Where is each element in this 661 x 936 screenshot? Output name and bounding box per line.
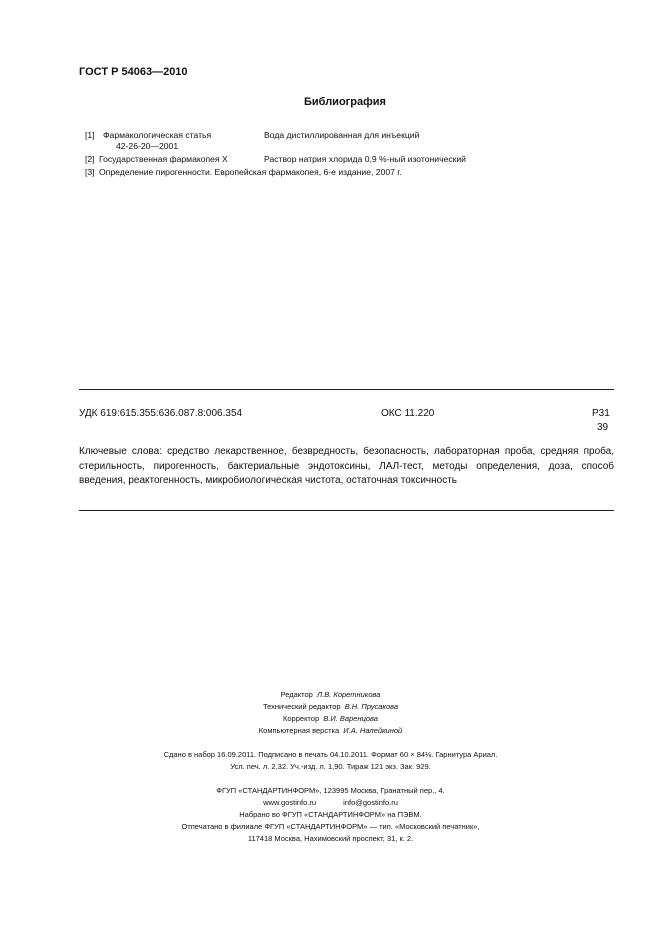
udk-code: УДК 619:615.355:636.087.8:006.354 [79,408,243,419]
credit-tech-editor [0,701,661,713]
okstu-code-2: 39 [597,422,609,433]
publisher-printed: Отпечатано в филиале ФГУП «СТАНДАРТИНФОРМ» — тип. «Московский печатник», [181,822,480,831]
okstu-code: Р31 [592,408,610,419]
oks-code: ОКС 11.220 [381,408,435,419]
publisher-typeset: Набрано во ФГУП «СТАНДАРТИНФОРМ» на ПЭВМ. [239,810,422,819]
divider-bottom [79,510,614,511]
publisher-printed-address: 117418 Москва, Нахимовский проспект, 31, к. 2. [247,834,414,843]
bib-entry-number: [2] [85,154,95,164]
divider-top [79,389,614,390]
bib-entry-number: [1] [85,130,95,140]
credit-name: В.И. Варенцова [323,714,378,723]
bib-entry-source: Фармакологическая статья [103,130,212,140]
keywords: Ключевые слова: средство лекарственное, безвредность, безопасность, лабораторная проба, средняя проба, стерильность, пирогенность, бактериальные эндотоксины, ЛАЛ-тест, методы определения, доза, способ введения, реактогенность, микробиологическая чистота, остаточная токсичность [79,446,614,486]
publisher-contacts [0,797,661,809]
publisher-address: ФГУП «СТАНДАРТИНФОРМ», 123995 Москва, Гранатный пер., 4. [216,786,445,795]
credit-name: И.А. Налейкиной [343,726,403,735]
credit-role: Компьютерная верстка [258,726,340,735]
bibliography-title: Библиография [304,96,386,108]
credit-role: Редактор [280,690,313,699]
credit-name: В.Н. Прусакова [344,702,399,711]
credit-layout [0,725,661,737]
credit-role: Технический редактор [262,702,341,711]
bib-entry-text: Определение пирогенности. Европейская фармакопея, 6-е издание, 2007 г. [99,167,402,177]
credit-editor [0,689,661,701]
publisher-email[interactable]: info@gostinfo.ru [343,798,398,807]
credit-role: Корректор [283,714,320,723]
bib-entry-title: Раствор натрия хлорида 0,9 %-ный изотонический [264,154,466,164]
bib-entry-source: Государственная фармакопея X [99,154,228,164]
credit-name: Л.В. Коретникова [317,690,381,699]
credit-corrector [0,713,661,725]
bib-entry-source-number: 42-26-20—2001 [116,141,179,151]
bib-entry-number: [3] [85,167,95,177]
publisher-website[interactable]: www.gostinfo.ru [263,798,317,807]
standard-number: ГОСТ Р 54063—2010 [79,66,188,78]
print-info-line-1: Сдано в набор 16.09.2011. Подписано в печать 04.10.2011. Формат 60 × 84⅛. Гарнитура Ариал. [163,750,498,759]
bib-entry-title: Вода дистиллированная для инъекций [264,130,420,140]
print-info-line-2: Усл. печ. л. 2,32. Уч.-изд. л. 1,90. Тираж 121 экз. Зак. 929. [230,762,431,771]
